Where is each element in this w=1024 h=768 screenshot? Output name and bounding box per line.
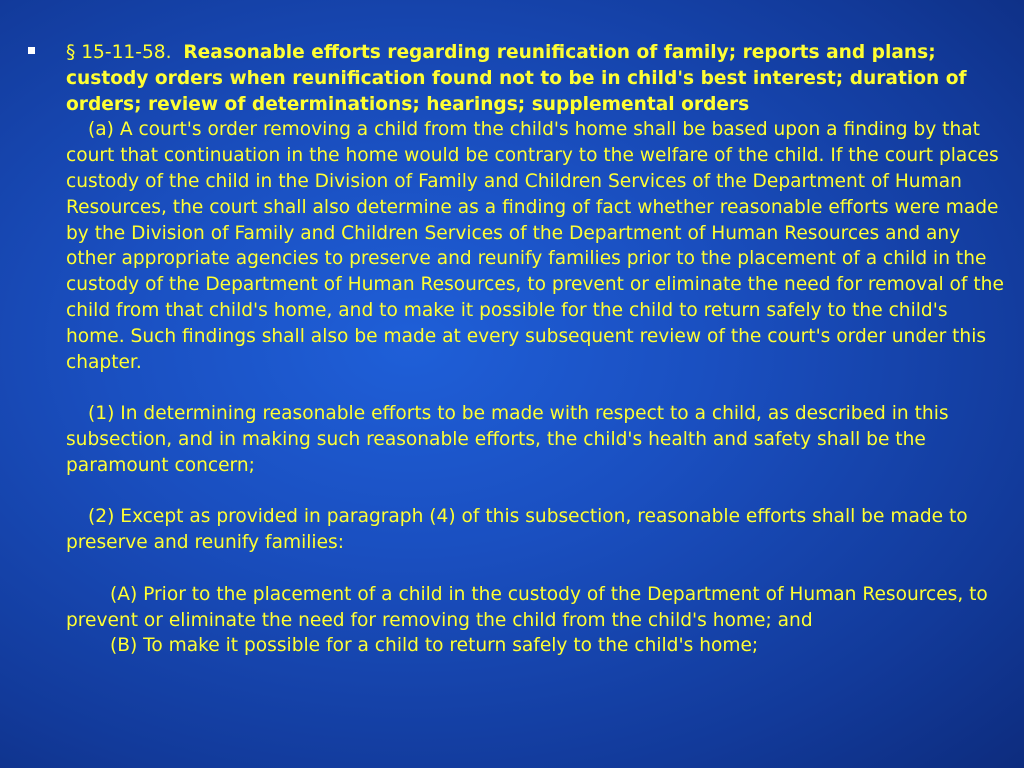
- subparagraph-a: (A) Prior to the placement of a child in the custody of the Department of Human Resources, to prevent or eliminate the need for removing the child from the child's home; and: [66, 583, 988, 631]
- spacer: [66, 556, 1006, 582]
- spacer: [66, 375, 1006, 401]
- section-title: Reasonable efforts regarding reunification of family; reports and plans; custody orders when reunification found not to be in child's best interest; duration of orders; review of determinations; hearings; supplemental orders: [66, 42, 967, 115]
- section-number: § 15-11-58.: [66, 42, 172, 63]
- slide-content: [66, 40, 1006, 659]
- paragraph-2: (2) Except as provided in paragraph (4) of this subsection, reasonable efforts shall be made to preserve and reunify families:: [66, 506, 968, 554]
- section-heading: [66, 40, 1006, 117]
- spacer: [66, 479, 1006, 505]
- bullet-marker: [28, 47, 35, 54]
- paragraph-1: (1) In determining reasonable efforts to be made with respect to a child, as described in this subsection, and in making such reasonable efforts, the child's health and safety shall be the paramount concern;: [66, 403, 949, 476]
- subparagraph-b: (B) To make it possible for a child to return safely to the child's home;: [110, 635, 759, 657]
- paragraph-a: (a) A court's order removing a child from the child's home shall be based upon a finding by that court that continuation in the home would be contrary to the welfare of the child. If the court places custody of the child in the Division of Family and Children Services of the Department of Human Resources, the court shall also determine as a finding of fact whether reasonable efforts were made by the Division of Family and Children Services of the Department of Human Resources and any other appropriate agencies to preserve and reunify families prior to the placement of a child in the custody of the Department of Human Resources, to prevent or eliminate the need for removal of the child from that child's home, and to make it possible for the child to return safely to the child's home. Such findings shall also be made at every subsequent review of the court's order under this chapter.: [66, 119, 1004, 373]
